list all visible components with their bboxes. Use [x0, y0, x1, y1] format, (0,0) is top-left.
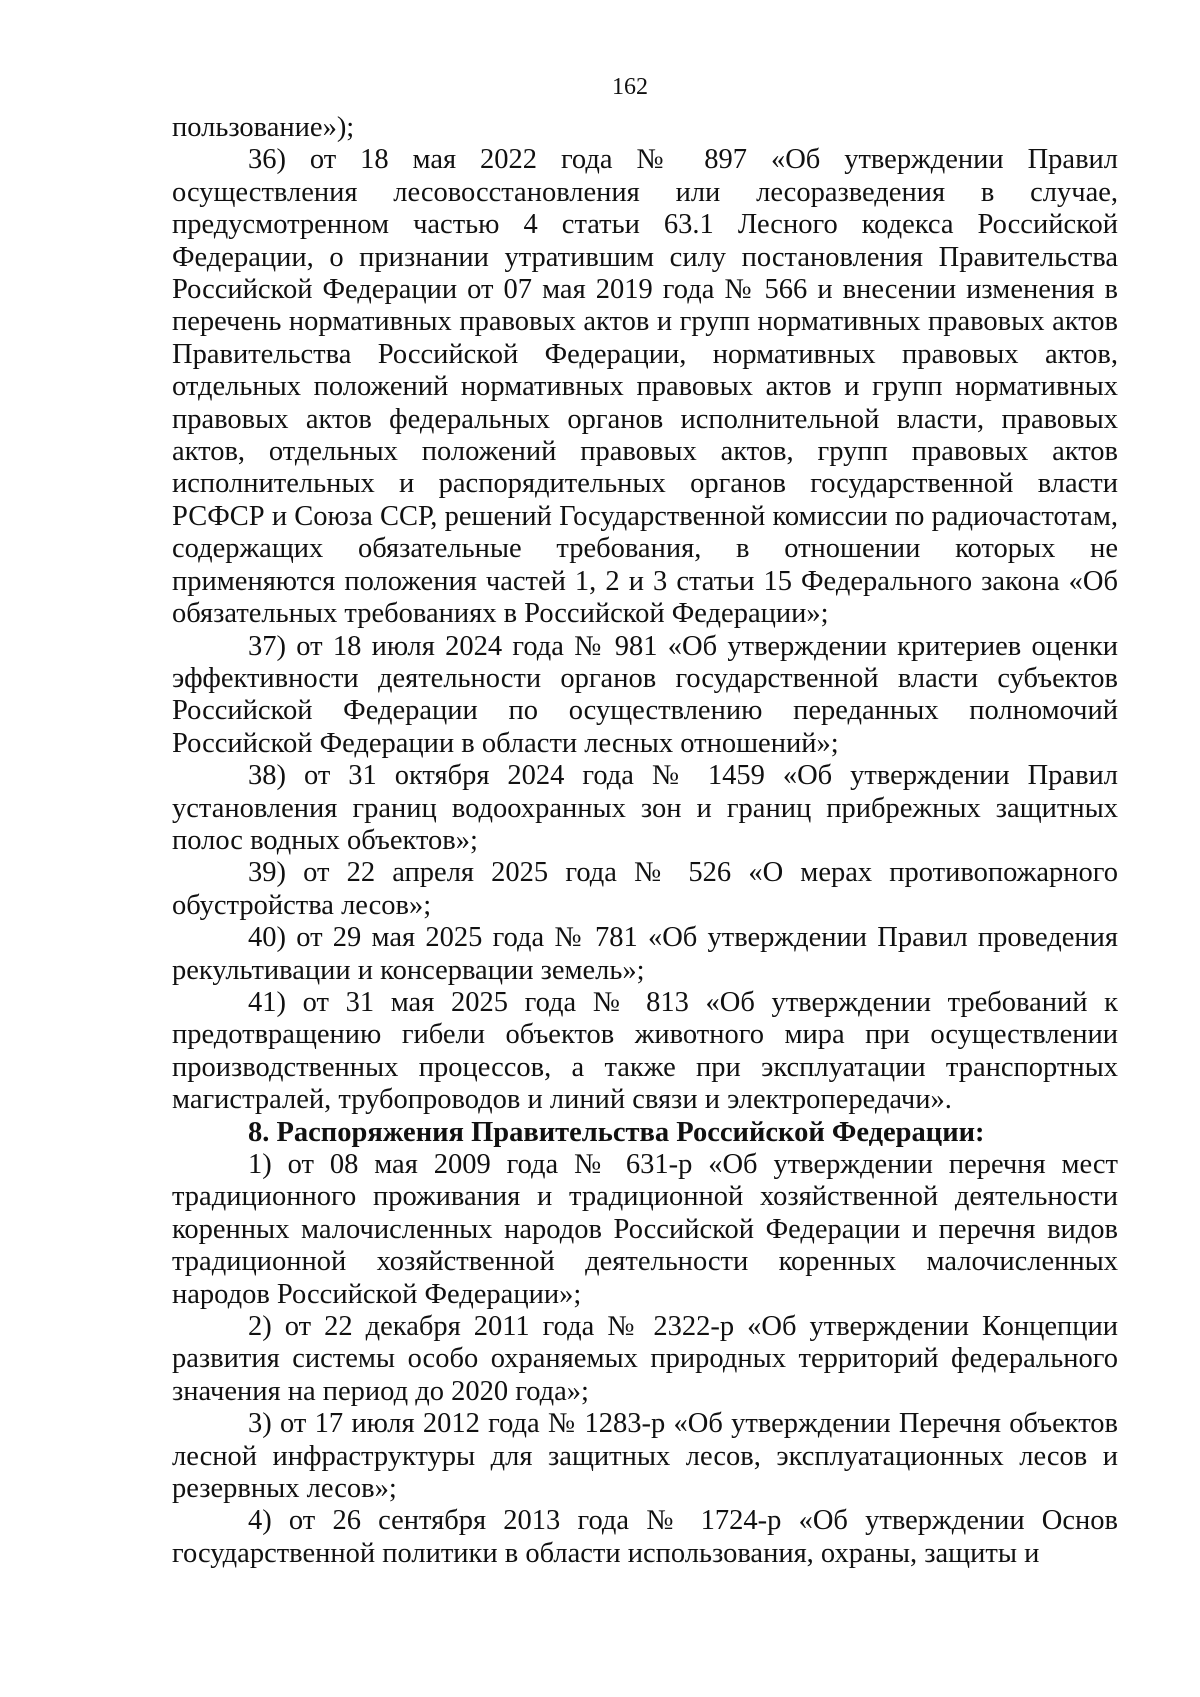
list-item-40: 40) от 29 мая 2025 года № 781 «Об утверждении Правил проведения рекультивации и консервации земель»; [172, 922, 1118, 986]
list-item-36: 36) от 18 мая 2022 года № 897 «Об утверждении Правил осуществления лесовосстановления или лесоразведения в случае, предусмотренном частью 4 статьи 63.1 Лесного кодекса Российской Федерации, о признании утратившим силу постановления Правительства Российской Федерации от 07 мая 2019 года № 566 и внесении изменения в перечень нормативных правовых актов и групп нормативных правовых актов Правительства Российской Федерации, нормативных правовых актов, отдельных положений нормативных правовых актов и групп нормативных правовых актов федеральных органов исполнительной власти, правовых актов, отдельных положений правовых актов, групп правовых актов исполнительных и распорядительных органов государственной власти РСФСР и Союза ССР, решений Государственной комиссии по радиочастотам, содержащих обязательные требования, в отношении которых не применяются положения частей 1, 2 и 3 статьи 15 Федерального закона «Об обязательных требованиях в Российской Федерации»; [172, 144, 1118, 630]
list-item-37: 37) от 18 июля 2024 года № 981 «Об утверждении критериев оценки эффективности деятельности органов государственной власти субъектов Российской Федерации по осуществлению переданных полномочий Российской Федерации в области лесных отношений»; [172, 630, 1118, 759]
page-number: 162 [612, 74, 648, 100]
list-item-3: 3) от 17 июля 2012 года № 1283-р «Об утверждении Перечня объектов лесной инфраструктуры для защитных лесов, эксплуатационных лесов и резервных лесов»; [172, 1408, 1118, 1505]
list-item-2: 2) от 22 декабря 2011 года № 2322-р «Об утверждении Концепции развития системы особо охраняемых природных территорий федерального значения на период до 2020 года»; [172, 1311, 1118, 1407]
section-heading: 8. Распоряжения Правительства Российской Федерации: [248, 1116, 985, 1148]
list-item-41: 41) от 31 мая 2025 года № 813 «Об утверждении требований к предотвращению гибели объектов животного мира при осуществлении производственных процессов, а также при эксплуатации транспортных магистралей, трубопроводов и линий связи и электропередачи». [172, 986, 1118, 1116]
list-item-4: 4) от 26 сентября 2013 года № 1724-р «Об утверждении Основ государственной политики в области использования, охраны, защиты и [172, 1505, 1118, 1569]
list-item-39: 39) от 22 апреля 2025 года № 526 «О мерах противопожарного обустройства лесов»; [172, 857, 1118, 921]
list-item-38: 38) от 31 октября 2024 года № 1459 «Об утверждении Правил установления границ водоохранных зон и границ прибрежных защитных полос водных объектов»; [172, 760, 1118, 856]
paragraph-continuation: пользование»); [172, 112, 355, 143]
list-item-1: 1) от 08 мая 2009 года № 631-р «Об утверждении перечня мест традиционного проживания и традиционной хозяйственной деятельности коренных малочисленных народов Российской Федерации и перечня видов традиционной хозяйственной деятельности коренных малочисленных народов Российской Федерации»; [172, 1149, 1118, 1310]
document-body [172, 112, 1118, 1570]
